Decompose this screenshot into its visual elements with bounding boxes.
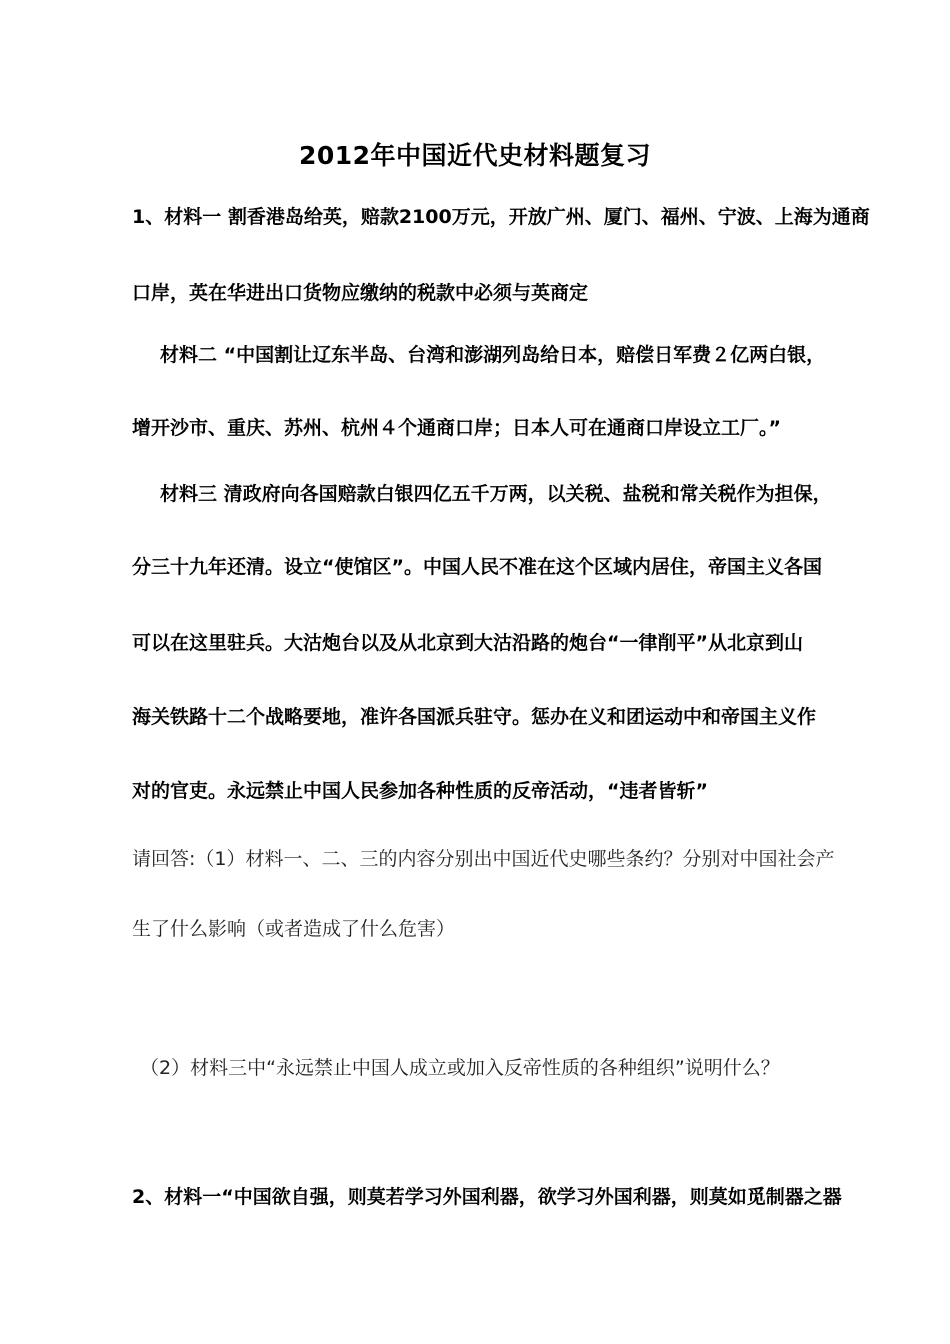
q1-material2-line1: 材料二 “中国割让辽东半岛、台湾和澎湖列岛给日本，赔偿日军费２亿两白银，: [160, 344, 826, 366]
q1-question-2: （2）材料三中“永远禁止中国人成立或加入反帝性质的各种组织”说明什么？: [140, 1057, 780, 1079]
q1-material3-line3: 可以在这里驻兵。大沽炮台以及从北京到大沽沿路的炮台“一律削平”从北京到山: [132, 632, 803, 654]
q1-material3-line5: 对的官吏。永远禁止中国人民参加各种性质的反帝活动，“违者皆斩”: [132, 780, 708, 802]
q1-material3-line2: 分三十九年还清。设立“使馆区”。中国人民不准在这个区域内居住，帝国主义各国: [132, 556, 822, 578]
q1-material1-line1: 1、材料一 割香港岛给英，赔款2100万元，开放广州、厦门、福州、宁波、上海为通商: [132, 206, 870, 228]
q1-question-line1: 请回答:（1）材料一、二、三的内容分别出中国近代史哪些条约？分别对中国社会产: [132, 848, 835, 870]
q1-question-line2: 生了什么影响（或者造成了什么危害）: [132, 918, 456, 940]
q1-material1-line2: 口岸，英在华进出口货物应缴纳的税款中必须与英商定: [132, 282, 589, 304]
q2-material1-line1: 2、材料一“中国欲自强，则莫若学习外国利器，欲学习外国利器，则莫如觅制器之器: [132, 1186, 842, 1208]
q1-material3-line1: 材料三 清政府向各国赔款白银四亿五千万两，以关税、盐税和常关税作为担保，: [160, 483, 832, 505]
q1-material2-line2: 增开沙市、重庆、苏州、杭州４个通商口岸；日本人可在通商口岸设立工厂。”: [132, 417, 781, 439]
q1-material3-line4: 海关铁路十二个战略要地，准许各国派兵驻守。惩办在义和团运动中和帝国主义作: [132, 706, 817, 728]
document-title: 2012年中国近代史材料题复习: [298, 141, 652, 170]
